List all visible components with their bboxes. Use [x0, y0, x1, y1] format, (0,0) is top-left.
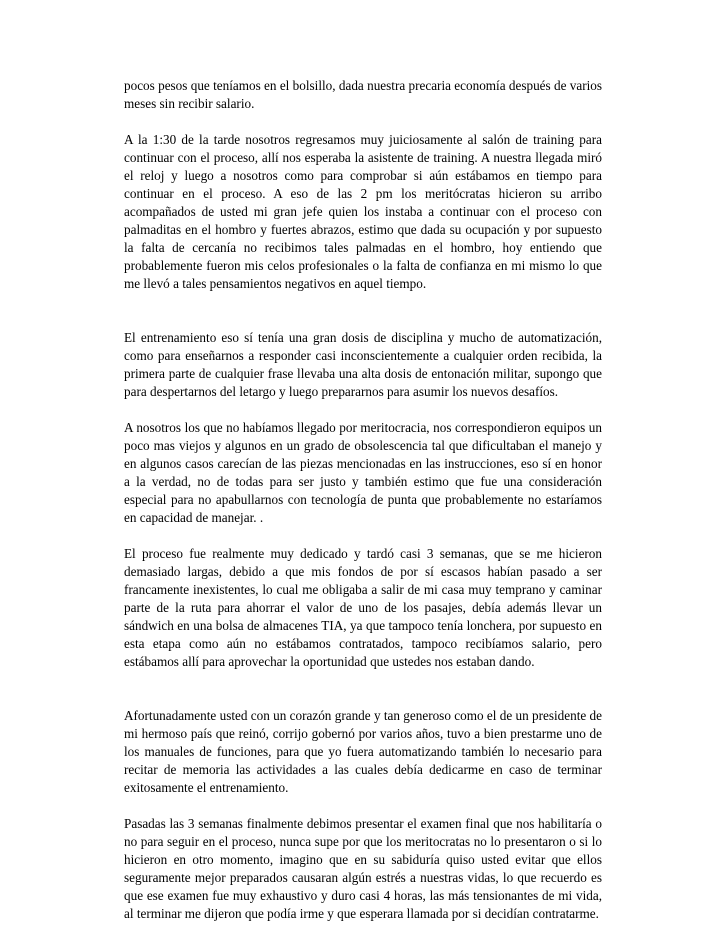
document-page	[124, 77, 602, 923]
paragraph-gap	[124, 797, 602, 815]
paragraph-3: El entrenamiento eso sí tenía una gran dosis de disciplina y mucho de automatización, como para enseñarnos a responder casi inconscientemente a cualquier orden recibida, la primera parte de cualquier frase llevaba una alta dosis de entonación militar, supongo que para despertarnos del letargo y luego prepararnos para asumir los nuevos desafíos.	[124, 330, 602, 399]
paragraph-gap	[124, 527, 602, 545]
paragraph-4: A nosotros los que no habíamos llegado por meritocracia, nos correspondieron equipos un poco mas viejos y algunos en un grado de obsolescencia tal que dificultaban el manejo y en algunos casos carecían de las piezas mencionadas en las instrucciones, eso sí en honor a la verdad, no de todas para ser justo y también estimo que fue una consideración especial para no apabullarnos con tecnología de punta que probablemente no estaríamos en capacidad de manejar. .	[124, 420, 602, 525]
paragraph-gap	[124, 293, 602, 329]
paragraph-gap	[124, 671, 602, 707]
paragraph-gap	[124, 401, 602, 419]
paragraph-6: Afortunadamente usted con un corazón grande y tan generoso como el de un presidente de mi hermoso país que reinó, corrijo gobernó por varios años, tuvo a bien prestarme uno de los manuales de funciones, para que yo fuera automatizando también lo necesario para recitar de memoria las actividades a las cuales debía dedicarme en caso de terminar exitosamente el entrenamiento.	[124, 708, 602, 795]
paragraph-gap	[124, 113, 602, 131]
paragraph-7: Pasadas las 3 semanas finalmente debimos presentar el examen final que nos habilitaría o no para seguir en el proceso, nunca supe por que los meritocratas no lo presentaron o si lo hicieron en otro momento, imagino que en su sabiduría quiso usted evitar que ellos seguramente mejor preparados causaran algún estrés a nuestras vidas, lo que recuerdo es que ese examen fue muy exhaustivo y duro casi 4 horas, las más tensionantes de mi vida, al terminar me dijeron que podía irme y que esperara llamada por si decidían contratarme.	[124, 816, 602, 921]
paragraph-2: A la 1:30 de la tarde nosotros regresamos muy juiciosamente al salón de training para continuar con el proceso, allí nos esperaba la asistente de training. A nuestra llegada miró el reloj y luego a nosotros como para comprobar si aún estábamos en tiempo para continuar en el proceso. A eso de las 2 pm los meritócratas hicieron su arribo acompañados de usted mi gran jefe quien los instaba a continuar con el proceso con palmaditas en el hombro y fuertes abrazos, estimo que dada su ocupación y por supuesto la falta de cercanía no recibimos tales palmadas en el hombro, hoy entiendo que probablemente fueron mis celos profesionales o la falta de confianza en mi mismo lo que me llevó a tales pensamientos negativos en aquel tiempo.	[124, 132, 602, 291]
paragraph-5: El proceso fue realmente muy dedicado y tardó casi 3 semanas, que se me hicieron demasiado largas, debido a que mis fondos de por sí escasos habían pasado a ser francamente inexistentes, lo cual me obligaba a salir de mi casa muy temprano y caminar parte de la ruta para ahorrar el valor de uno de los pasajes, debía además llevar un sándwich en una bolsa de almacenes TIA, ya que tampoco tenía lonchera, por supuesto en esta etapa como aún no estábamos contratados, tampoco recibíamos salario, pero estábamos allí para aprovechar la oportunidad que ustedes nos estaban dando.	[124, 546, 602, 669]
paragraph-1: pocos pesos que teníamos en el bolsillo, dada nuestra precaria economía después de varios meses sin recibir salario.	[124, 78, 602, 111]
